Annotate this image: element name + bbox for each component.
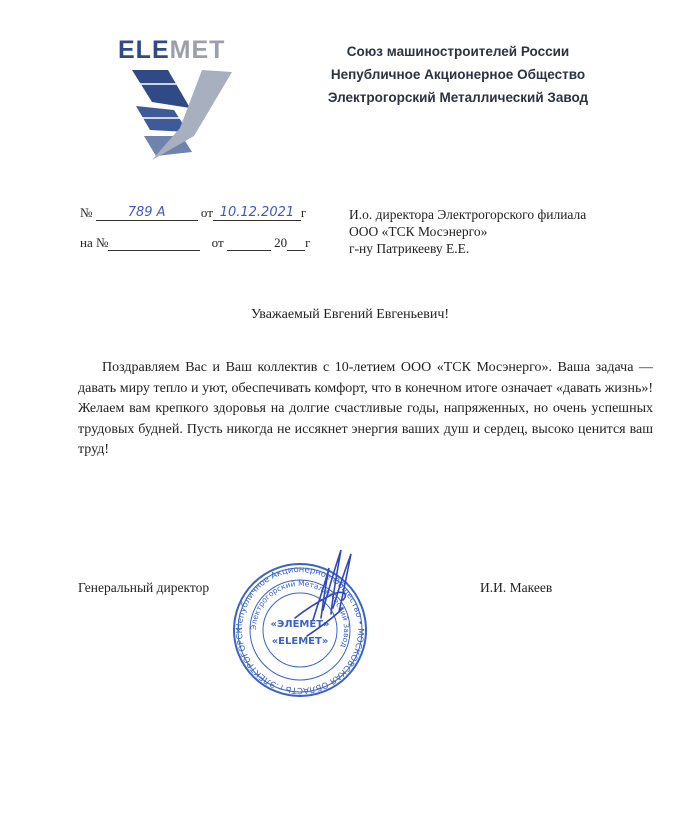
reply-date-label: от (211, 235, 224, 250)
addressee-name: г-ну Патрикееву Е.Е. (349, 241, 470, 256)
reply-year-field (287, 236, 305, 251)
number-value: 789 А (127, 205, 166, 220)
company-logo-text (118, 36, 225, 65)
signatory-name: И.И. Макеев (480, 580, 553, 595)
date-value: 10.12.2021 (219, 205, 295, 220)
header-union-name: Союз машиностроителей России (346, 44, 570, 59)
outgoing-reference (80, 205, 306, 221)
year-suffix: г (300, 205, 307, 220)
header-company-type: Непубличное Акционерное Общество (330, 67, 586, 82)
stamp-center-ru: «ЭЛЕМЕТ» (270, 619, 330, 630)
reply-date-field (227, 236, 271, 251)
reply-number-field (108, 236, 200, 251)
company-stamp (225, 548, 375, 713)
stamp-center-en: «ELEMET» (271, 636, 329, 647)
number-label: № (80, 205, 93, 220)
number-field (96, 206, 198, 221)
logo-text-part2: MET (169, 36, 226, 64)
reply-number-label: на № (80, 235, 109, 250)
incoming-reference (80, 235, 311, 251)
company-logo-mark (132, 70, 232, 170)
reply-year: 20 (274, 235, 288, 250)
reply-year-suffix: г (305, 235, 311, 250)
stamp-inner-text: Электрогорский Металлический Завод (248, 578, 352, 649)
logo-text-part1: ELE (118, 36, 170, 64)
signatory-position: Генеральный директор (78, 580, 210, 595)
addressee-organization: ООО «ТСК Мосэнерго» (349, 224, 488, 239)
letter-body: Поздравляем Вас и Ваш коллектив с 10-летием ООО «ТСК Мосэнерго». Ваша задача — давать миру тепло и уют, обеспечивать комфорт, что в конечном итоге означает «давать жизнь»! Желаем вам крепкого здоровья на долгие счастливые годы, напряженных, но очень успешных трудовых будней. Пусть никогда не иссякнет энергия ваших душ и сердец, высоко ценится ваш труд! (78, 360, 653, 457)
date-label: от (200, 205, 213, 220)
date-field (213, 206, 301, 221)
addressee-title: И.о. директора Электрогорского филиала (349, 207, 587, 222)
header-company-name: Электрогорский Металлический Завод (327, 90, 589, 105)
stamp-outer-text: Непубличное Акционерное Общество • МОСКОВСКАЯ ОБЛАСТЬ г.ЭЛЕКТРОГОРСК (234, 564, 366, 696)
salutation: Уважаемый Евгений Евгеньевич! (250, 307, 450, 322)
